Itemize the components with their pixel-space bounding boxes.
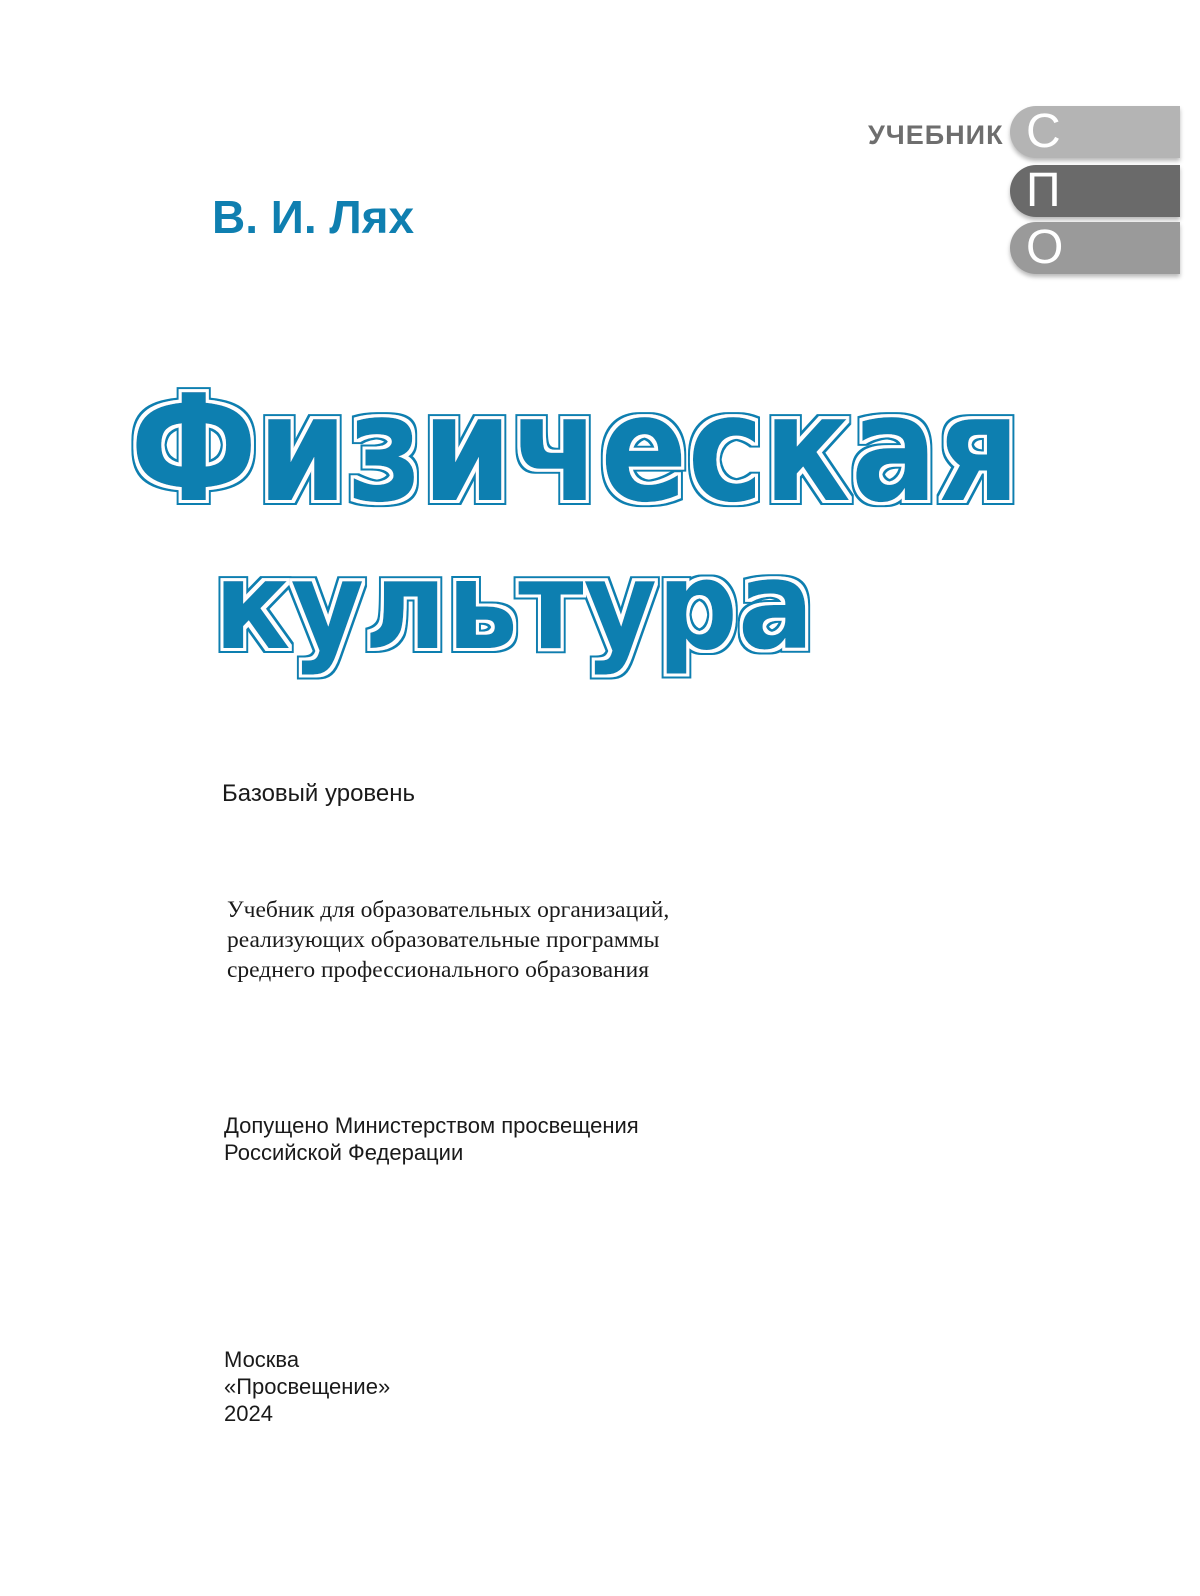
series-letter: С [1026, 105, 1061, 158]
title-line-2: культура [214, 535, 814, 677]
approval-line: Допущено Министерством просвещения [224, 1113, 639, 1138]
author-name: В. И. Лях [212, 191, 415, 243]
imprint-publisher: «Просвещение» [224, 1374, 391, 1399]
series-label: УЧЕБНИК [868, 120, 1004, 150]
imprint [224, 1346, 624, 1427]
title-line-1: Физическая [130, 363, 1020, 535]
purpose-line: реализующих образовательные программы [227, 927, 660, 953]
series-letter: О [1026, 221, 1064, 274]
imprint-year: 2024 [224, 1401, 273, 1426]
series-letter: П [1026, 164, 1061, 217]
book-title [0, 0, 1200, 700]
approval-line: Российской Федерации [224, 1140, 464, 1165]
education-level: Базовый уровень [222, 780, 415, 807]
imprint-city: Москва [224, 1347, 300, 1372]
purpose-line: Учебник для образовательных организаций, [227, 897, 670, 923]
purpose-line: среднего профессионального образования [227, 957, 650, 983]
ministry-approval [224, 1112, 924, 1166]
book-purpose [227, 895, 927, 985]
